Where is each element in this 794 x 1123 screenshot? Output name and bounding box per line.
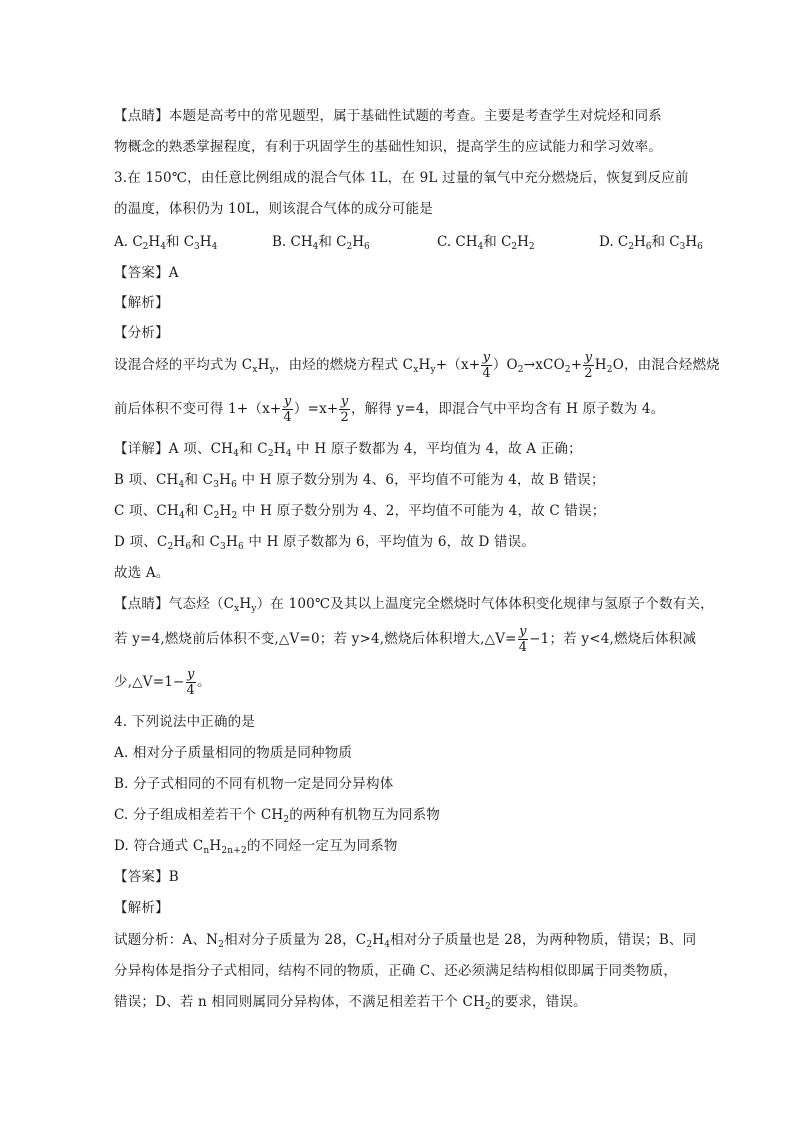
fraction-y-over-4: $\frac{y}{4}$ bbox=[482, 350, 491, 381]
q4-option-d: D. 符合通式 $C_nH_{2n+2}$的不同烃一定互为同系物 bbox=[114, 838, 398, 856]
fraction-y-over-2: $\frac{y}{2}$ bbox=[584, 350, 593, 381]
q3-option-b: B. $CH_4$和 $C_2H_6$ bbox=[272, 234, 370, 252]
q3-analysis-line2: 前后体积不变可得 1+（x+ $\frac{y}{4}$ ）=x+ $\frac{y}{2}$ ，解得 y=4，即混合气中平均含有 H 原子数为 4。 bbox=[114, 394, 665, 425]
fraction-y-over-4: $\frac{y}{4}$ bbox=[186, 667, 196, 698]
q4-explanation-line2: 分异构体是指分子式相同，结构不同的物质，正确 C、还必须满足结构相似即属于同类物质， bbox=[114, 963, 678, 979]
q3-jiexi-label: 【解析】 bbox=[114, 295, 169, 311]
q4-option-c: C. 分子组成相差若干个 $CH_2$的两种有机物互为同系物 bbox=[114, 807, 440, 825]
q4-option-b: B. 分子式相同的不同有机物一定是同分异构体 bbox=[114, 776, 394, 792]
q4-stem: 4. 下列说法中正确的是 bbox=[114, 714, 256, 730]
q3-answer: 【答案】A bbox=[114, 265, 179, 281]
fraction-y-over-2: $\frac{y}{2}$ bbox=[340, 394, 349, 425]
q3-choose: 故选 A。 bbox=[114, 565, 170, 581]
q3-analysis-line1: 设混合烃的平均式为 $C_xH_y$，由烃的燃烧方程式 $C_xH_y+(x+$ $\frac{y}{4}$ ）$O_2\to xCO_2+$ $\frac{y}{2}$ $H_2O$，由混合烃燃烧 bbox=[114, 350, 720, 381]
fraction-y-over-4: $\frac{y}{4}$ bbox=[518, 624, 528, 655]
q3-fenxi-label: 【分析】 bbox=[114, 325, 169, 341]
q2-comment-line2: 物概念的熟悉掌握程度，有利于巩固学生的基础性知识，提高学生的应试能力和学习效率。 bbox=[114, 139, 662, 155]
q4-option-a: A. 相对分子质量相同的物质是同种物质 bbox=[114, 745, 353, 761]
q3-option-a: A. $C_2H_4$和 $C_3H_4$ bbox=[114, 234, 218, 252]
q3-detail-c: C 项、$CH_4$和 $C_2H_2$ 中 H 原子数分别为 4、2，平均值不可能为 4，故 C 错误； bbox=[114, 503, 606, 521]
q4-jiexi-label: 【解析】 bbox=[114, 900, 169, 916]
q3-detail-b: B 项、$CH_4$和 $C_3H_6$ 中 H 原子数分别为 4、6，平均值不可能为 4，故 B 错误； bbox=[114, 472, 605, 490]
fraction-y-over-4: $\frac{y}{4}$ bbox=[283, 394, 292, 425]
q4-explanation-line1: 试题分析：A、$N_2$相对分子质量为 28，$C_2H_4$相对分子质量也是 28，为两种物质，错误；B、同 bbox=[114, 932, 697, 950]
q3-point-line2: 若 y=4,燃烧前后体积不变,△V=0；若 y>4,燃烧后体积增大,△V= $\frac{y}{4}$ −1；若 y<4,燃烧后体积减 bbox=[114, 624, 697, 655]
q3-option-c: C. $CH_4$和 $C_2H_2$ bbox=[437, 234, 535, 252]
q2-comment-line1: 【点睛】本题是高考中的常见题型，属于基础性试题的考查。主要是考查学生对烷烃和同系 bbox=[114, 108, 662, 124]
q3-point-line1: 【点睛】气态烃$(C_xH_y)$在 100℃及其以上温度完全燃烧时气体体积变化规律与氢原子个数有关， bbox=[114, 596, 714, 614]
q4-answer: 【答案】B bbox=[114, 869, 179, 885]
q3-detail-d: D 项、$C_2H_6$和 $C_3H_6$ 中 H 原子数都为 6，平均值为 6，故 D 错误。 bbox=[114, 534, 536, 552]
q4-explanation-line3: 错误；D、若 n 相同则属同分异构体，不满足相差若干个 $CH_2$的要求，错误。 bbox=[114, 994, 587, 1012]
q3-stem-line1: 3.在 150℃，由任意比例组成的混合气体 1L，在 9L 过量的氧气中充分燃烧后，恢复到反应前 bbox=[114, 170, 689, 186]
q3-point-line3: 少,△V=1− $\frac{y}{4}$ 。 bbox=[114, 667, 211, 698]
q3-stem-line2: 的温度，体积仍为 10L，则该混合气体的成分可能是 bbox=[114, 201, 433, 217]
q3-detail-a: 【详解】A 项、$CH_4$和 $C_2H_4$ 中 H 原子数都为 4，平均值为 4，故 A 正确； bbox=[114, 441, 582, 459]
q3-option-d: D. $C_2H_6$和 $C_3H_6$ bbox=[599, 234, 703, 252]
